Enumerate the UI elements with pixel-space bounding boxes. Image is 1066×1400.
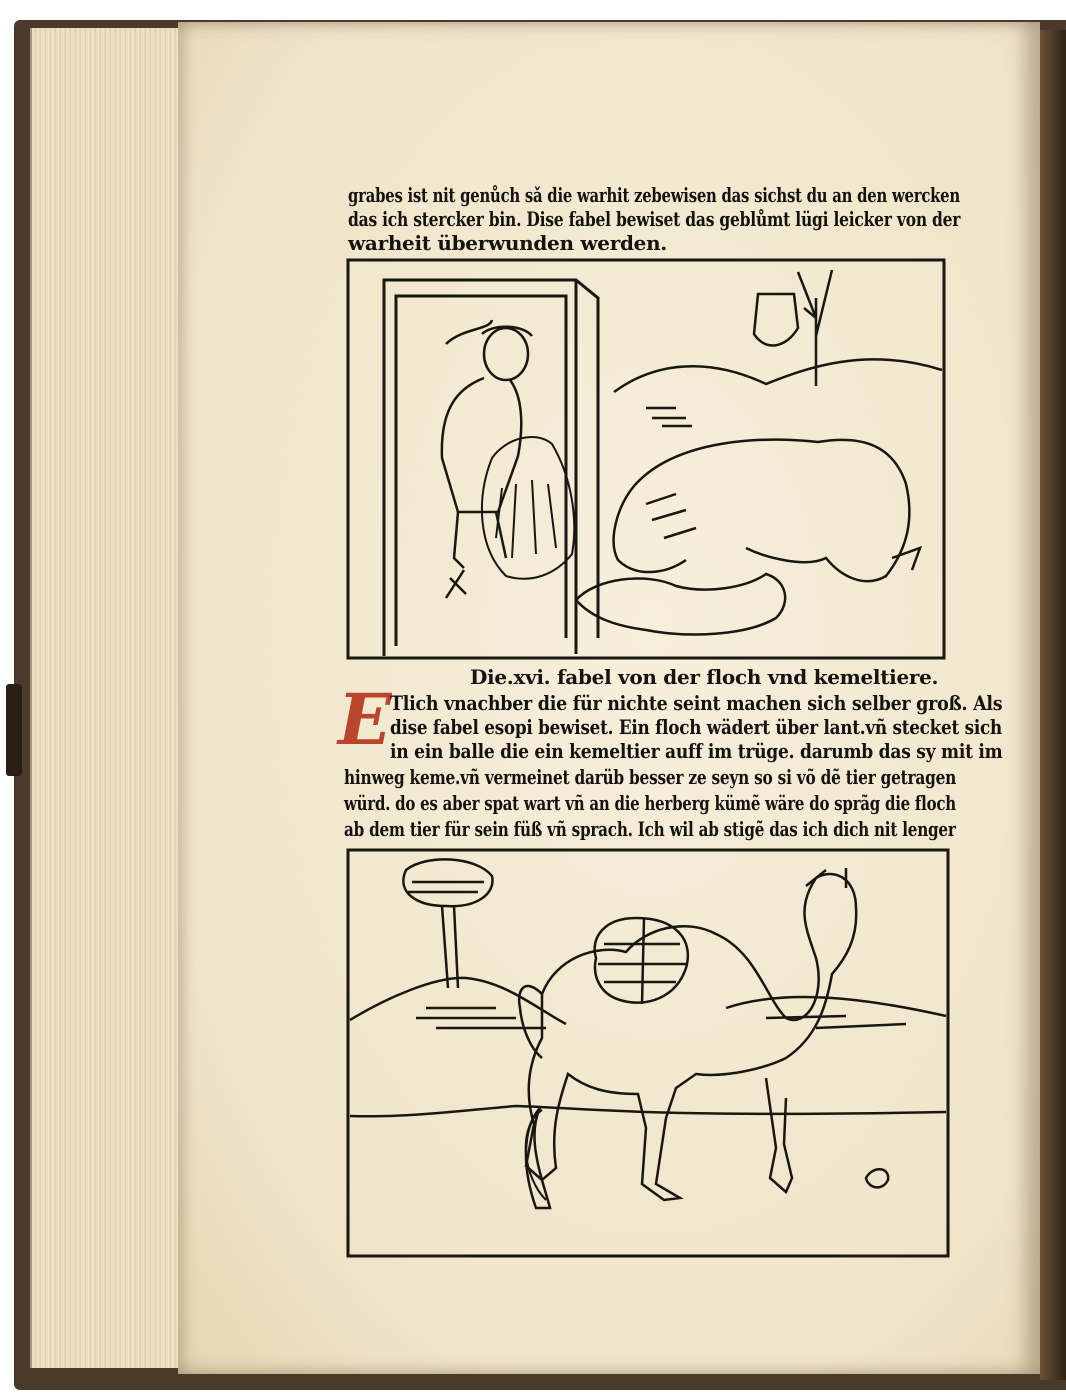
book-binding (1040, 30, 1066, 1380)
body-line-2: dise fabel esopi bewiset. Ein floch wädert über lant.vñ stecket sich (390, 715, 1002, 739)
fable-heading: Die.xvi. fabel von der floch vnd kemeltiere. (470, 665, 939, 689)
camel (519, 868, 856, 1208)
body-line-4: hinweg keme.vñ vermeinet darüb besser ze seyn so si võ dẽ tier getragen (344, 765, 957, 789)
body-line-5: würd. do es aber spat wart vñ an die herberg kümẽ wäre do sprãg die floch (344, 791, 956, 815)
text-line-2: das ich stercker bin. Dise fabel bewiset das geblůmt lügi leicker von der (348, 207, 961, 231)
man-figure (442, 320, 532, 598)
body-line-3: in ein balle die ein kemeltier auff im trüge. darumb das sy mit im (390, 739, 1003, 763)
body-line-6: ab dem tier für sein füß vñ sprach. Ich wil ab stigẽ das ich dich nit lenger (344, 817, 956, 841)
lion-and-fallen-man (576, 440, 920, 635)
text-line-1: grabes ist nit genůch sǎ die warhit zebewisen das sichst du an den wercken (348, 183, 960, 207)
text-line-3: warheit überwunden werden. (348, 231, 667, 255)
woodcut-camel (346, 848, 950, 1258)
book-clasp (6, 684, 22, 776)
hill-and-tree (614, 270, 942, 426)
hills (350, 978, 946, 1116)
lion-head (482, 437, 574, 579)
page-edges (30, 28, 192, 1368)
woodcut-man-and-lion (346, 258, 946, 660)
tree (403, 859, 492, 988)
body-line-1: Tlich vnachber die für nichte seint machen sich selber groß. Als (390, 691, 1003, 715)
ground-mark (866, 1169, 888, 1187)
decorated-initial: E (338, 678, 392, 761)
